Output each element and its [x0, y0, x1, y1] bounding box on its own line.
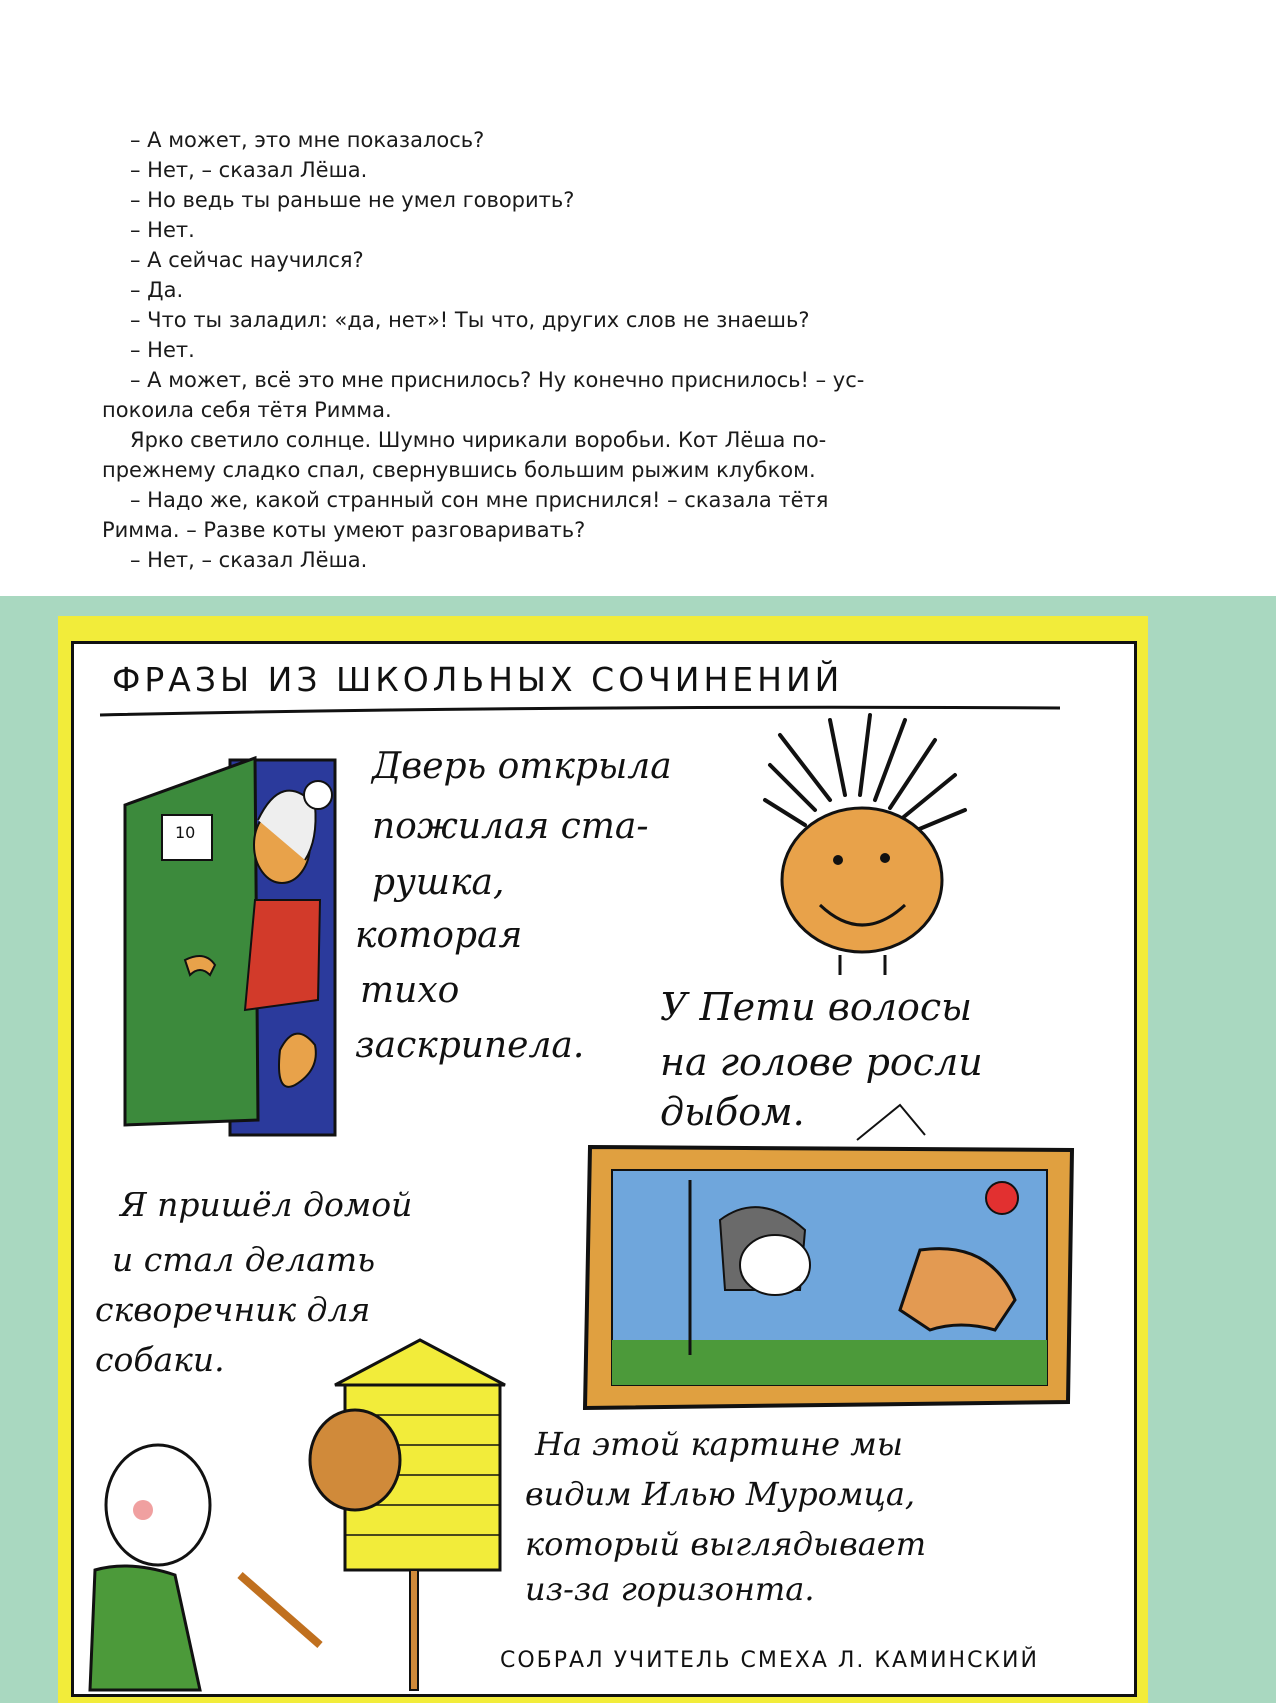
birdhouse-illustration: [90, 1340, 505, 1690]
poster-title: ФРАЗЫ ИЗ ШКОЛЬНЫХ СОЧИНЕНИЙ: [112, 660, 844, 699]
phrase-line: собаки.: [95, 1340, 225, 1379]
story-line: – Нет.: [130, 218, 195, 242]
phrase-line: рушка,: [372, 862, 505, 903]
story-line: – А может, это мне показалось?: [130, 128, 485, 152]
story-line: покоила себя тётя Римма.: [102, 398, 392, 422]
door-number: 10: [175, 823, 196, 842]
phrase-line: из-за горизонта.: [525, 1570, 815, 1608]
phrase-line: который выглядывает: [525, 1525, 927, 1563]
phrase-line: заскрипела.: [355, 1025, 585, 1066]
poster-footer: СОБРАЛ УЧИТЕЛЬ СМЕХА Л. КАМИНСКИЙ: [500, 1648, 1039, 1673]
petya-illustration: [765, 715, 965, 975]
story-line: – А сейчас научился?: [130, 248, 364, 272]
phrase-line: пожилая ста-: [372, 806, 649, 847]
story-line: – Что ты заладил: «да, нет»! Ты что, других слов не знаешь?: [130, 308, 810, 332]
door-illustration: [125, 758, 335, 1135]
story-line: – Нет, – сказал Лёша.: [130, 548, 368, 572]
phrase-line: дыбом.: [660, 1090, 805, 1134]
story-line: – Но ведь ты раньше не умел говорить?: [130, 188, 575, 212]
story-line: – Нет.: [130, 338, 195, 362]
story-line: – Надо же, какой странный сон мне приснился! – сказала тётя: [130, 488, 829, 512]
phrase-line: скворечник для: [95, 1290, 371, 1329]
phrase-line: и стал делать: [112, 1240, 376, 1279]
phrase-line: которая: [355, 915, 523, 956]
phrase-line: У Пети волосы: [660, 985, 973, 1029]
story-line: Ярко светило солнце. Шумно чирикали воробьи. Кот Лёша по-: [130, 428, 827, 452]
phrase-line: видим Илью Муромца,: [525, 1475, 916, 1513]
story-line: прежнему сладко спал, свернувшись большим рыжим клубком.: [102, 458, 816, 482]
story-line: – Нет, – сказал Лёша.: [130, 158, 368, 182]
story-line: Римма. – Разве коты умеют разговаривать?: [102, 518, 586, 542]
story-line: – А может, всё это мне приснилось? Ну конечно приснилось! – ус-: [130, 368, 865, 392]
story-line: – Да.: [130, 278, 184, 302]
phrase-line: на голове росли: [660, 1040, 983, 1084]
phrase-line: На этой картине мы: [535, 1425, 903, 1463]
phrase-line: Дверь открыла: [372, 746, 672, 787]
phrase-line: Я пришёл домой: [120, 1185, 413, 1224]
phrase-line: тихо: [360, 970, 460, 1011]
painting-illustration: [585, 1105, 1072, 1408]
